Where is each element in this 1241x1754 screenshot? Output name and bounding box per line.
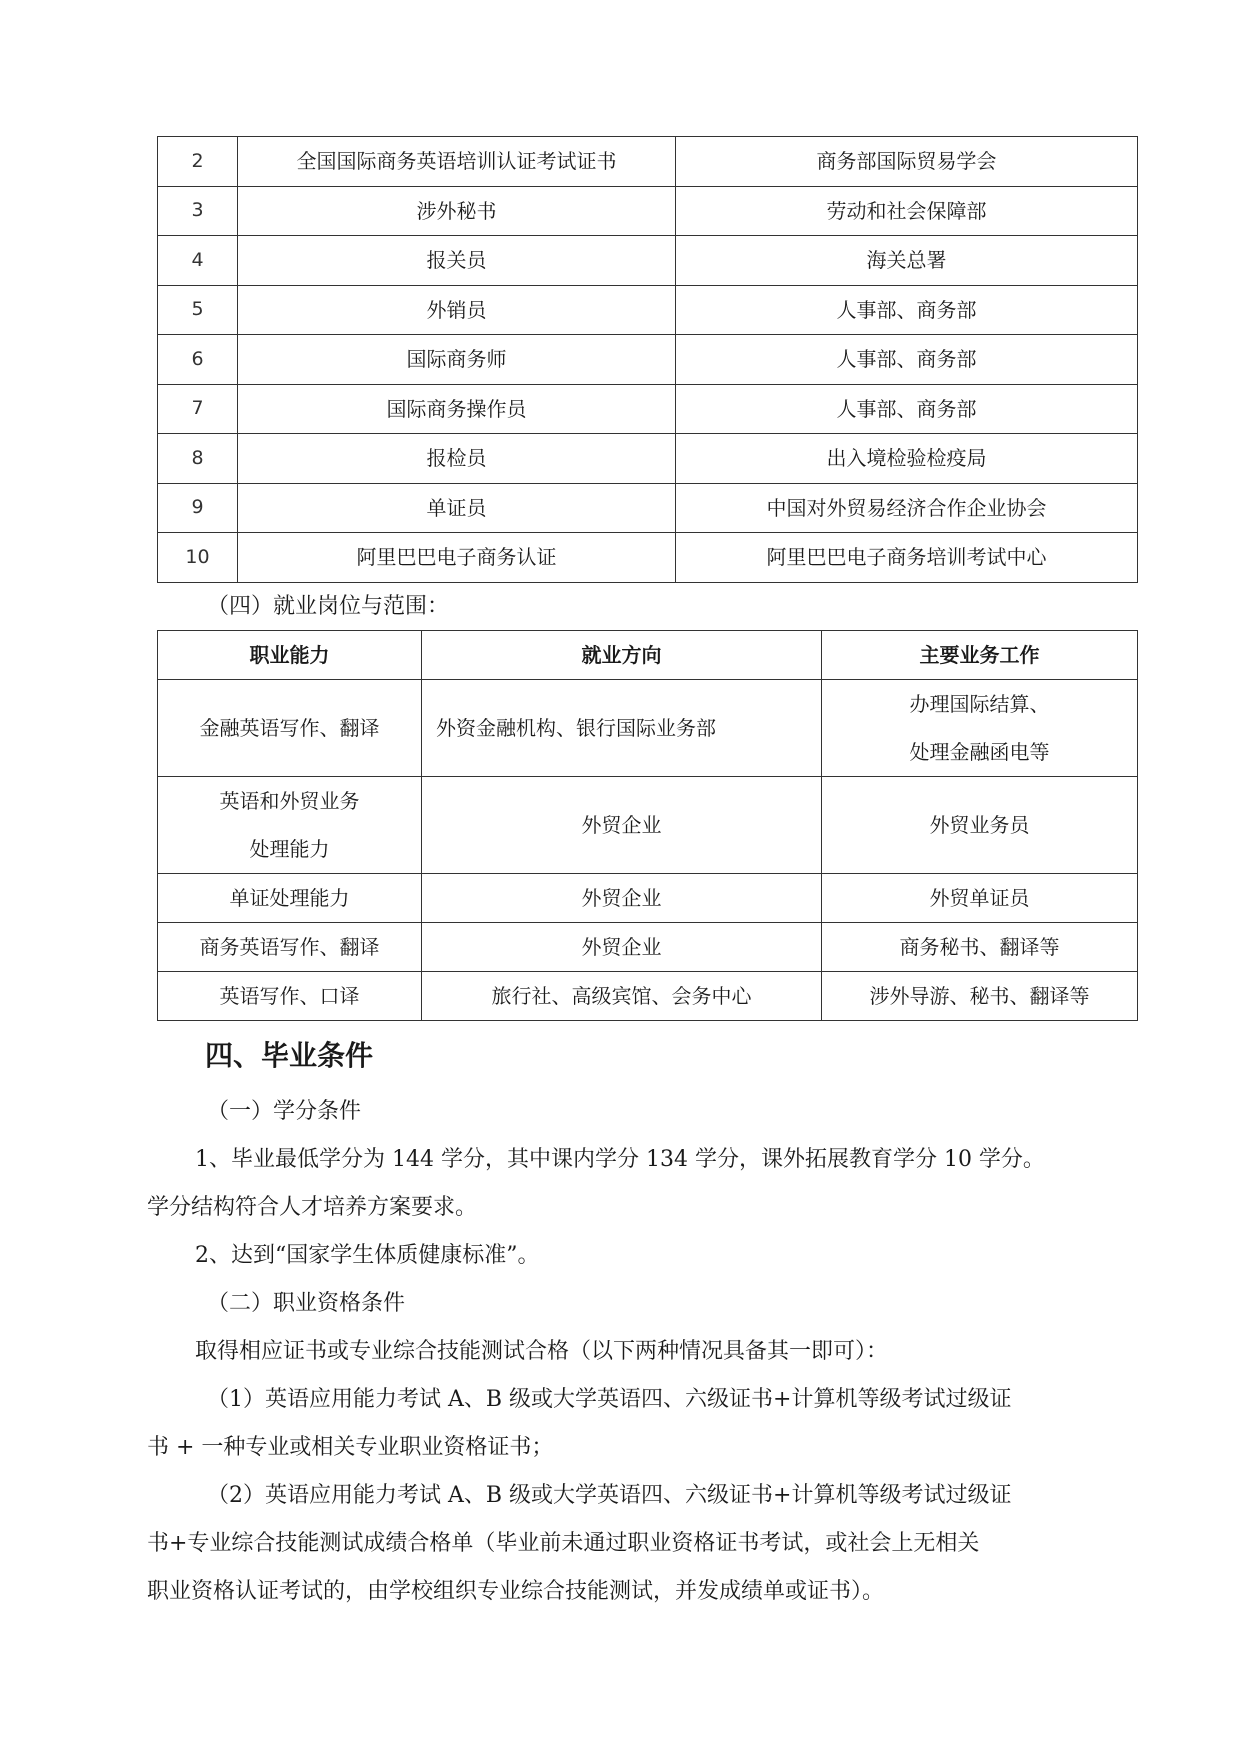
certificate-number: 6 <box>158 335 238 385</box>
job-ability-line: 处理能力 <box>249 837 330 861</box>
job-work <box>822 923 1138 972</box>
qualification-option-2-line-2: 书+专业综合技能测试成绩合格单（毕业前未通过职业资格证书考试，或社会上无相关 <box>147 1531 980 1556</box>
job-ability-line: 英语写作、口译 <box>219 984 360 1008</box>
certificate-number: 2 <box>158 137 238 187</box>
job-work <box>822 874 1138 923</box>
table-row <box>158 384 1138 434</box>
job-ability-line: 商务英语写作、翻译 <box>199 935 380 959</box>
job-work-line: 处理金融函电等 <box>909 740 1050 764</box>
certificate-name: 国际商务操作员 <box>238 384 676 434</box>
certificate-number: 5 <box>158 285 238 335</box>
job-ability <box>158 777 422 874</box>
job-direction: 外贸企业 <box>422 923 822 972</box>
certificate-name: 阿里巴巴电子商务认证 <box>238 533 676 583</box>
table-row <box>158 137 1138 187</box>
certificate-number: 9 <box>158 483 238 533</box>
header-ability: 职业能力 <box>158 631 422 680</box>
credit-paragraph-1-line-2: 学分结构符合人才培养方案要求。 <box>147 1195 478 1220</box>
qualification-intro: 取得相应证书或专业综合技能测试合格（以下两种情况具备其一即可）： <box>195 1339 889 1364</box>
job-ability-line: 单证处理能力 <box>229 886 350 910</box>
job-ability <box>158 972 422 1021</box>
table-row <box>158 777 1138 874</box>
job-work <box>822 680 1138 777</box>
employment-table <box>157 630 1138 1021</box>
certificate-number: 10 <box>158 533 238 583</box>
job-work-line: 外贸单证员 <box>929 886 1030 910</box>
employment-table-header <box>158 631 1138 680</box>
table-row <box>158 236 1138 286</box>
table-row <box>158 434 1138 484</box>
job-direction: 旅行社、高级宾馆、会务中心 <box>422 972 822 1021</box>
certificate-name: 涉外秘书 <box>238 186 676 236</box>
table-row <box>158 874 1138 923</box>
certificate-name: 国际商务师 <box>238 335 676 385</box>
certificate-issuer: 人事部、商务部 <box>676 335 1138 385</box>
table-row <box>158 186 1138 236</box>
graduation-heading: 四、毕业条件 <box>205 1039 374 1072</box>
job-work-line: 办理国际结算、 <box>909 692 1050 716</box>
table-row <box>158 533 1138 583</box>
job-work <box>822 972 1138 1021</box>
job-work-line: 涉外导游、秘书、翻译等 <box>869 984 1090 1008</box>
header-direction: 就业方向 <box>422 631 822 680</box>
certificate-name: 全国国际商务英语培训认证考试证书 <box>238 137 676 187</box>
certificate-issuer: 海关总署 <box>676 236 1138 286</box>
job-ability <box>158 923 422 972</box>
certificate-number: 7 <box>158 384 238 434</box>
job-ability <box>158 874 422 923</box>
job-direction: 外资金融机构、银行国际业务部 <box>422 680 822 777</box>
job-ability-line: 英语和外贸业务 <box>219 789 360 813</box>
job-ability-line: 金融英语写作、翻译 <box>199 716 380 740</box>
certificate-table <box>157 136 1138 583</box>
credit-paragraph-2: 2、达到“国家学生体质健康标准”。 <box>195 1243 540 1268</box>
credit-title: （一）学分条件 <box>207 1099 362 1124</box>
certificate-name: 单证员 <box>238 483 676 533</box>
credit-paragraph-1-line-1: 1、毕业最低学分为 144 学分，其中课内学分 134 学分，课外拓展教育学分 10 学分。 <box>195 1147 1045 1172</box>
job-work <box>822 777 1138 874</box>
certificate-issuer: 劳动和社会保障部 <box>676 186 1138 236</box>
job-work-line: 外贸业务员 <box>929 813 1030 837</box>
certificate-number: 4 <box>158 236 238 286</box>
qualification-title: （二）职业资格条件 <box>207 1291 406 1316</box>
job-direction: 外贸企业 <box>422 777 822 874</box>
qualification-option-2-line-1: （2）英语应用能力考试 A、B 级或大学英语四、六级证书+计算机等级考试过级证 <box>207 1483 1012 1508</box>
table-row <box>158 972 1138 1021</box>
certificate-issuer: 中国对外贸易经济合作企业协会 <box>676 483 1138 533</box>
table-row <box>158 483 1138 533</box>
qualification-option-2-line-3: 职业资格认证考试的，由学校组织专业综合技能测试，并发成绩单或证书）。 <box>147 1579 885 1604</box>
employment-section-title: （四）就业岗位与范围： <box>207 594 450 619</box>
table-row <box>158 680 1138 777</box>
table-row <box>158 285 1138 335</box>
certificate-issuer: 商务部国际贸易学会 <box>676 137 1138 187</box>
certificate-number: 3 <box>158 186 238 236</box>
qualification-option-1-line-2: 书 + 一种专业或相关专业职业资格证书； <box>147 1435 554 1460</box>
job-direction: 外贸企业 <box>422 874 822 923</box>
certificate-name: 报检员 <box>238 434 676 484</box>
job-work-line: 商务秘书、翻译等 <box>899 935 1060 959</box>
table-row <box>158 335 1138 385</box>
job-ability <box>158 680 422 777</box>
certificate-issuer: 阿里巴巴电子商务培训考试中心 <box>676 533 1138 583</box>
qualification-option-1-line-1: （1）英语应用能力考试 A、B 级或大学英语四、六级证书+计算机等级考试过级证 <box>207 1387 1012 1412</box>
certificate-issuer: 出入境检验检疫局 <box>676 434 1138 484</box>
table-row <box>158 923 1138 972</box>
certificate-name: 报关员 <box>238 236 676 286</box>
certificate-issuer: 人事部、商务部 <box>676 285 1138 335</box>
certificate-number: 8 <box>158 434 238 484</box>
certificate-issuer: 人事部、商务部 <box>676 384 1138 434</box>
header-work: 主要业务工作 <box>822 631 1138 680</box>
certificate-name: 外销员 <box>238 285 676 335</box>
